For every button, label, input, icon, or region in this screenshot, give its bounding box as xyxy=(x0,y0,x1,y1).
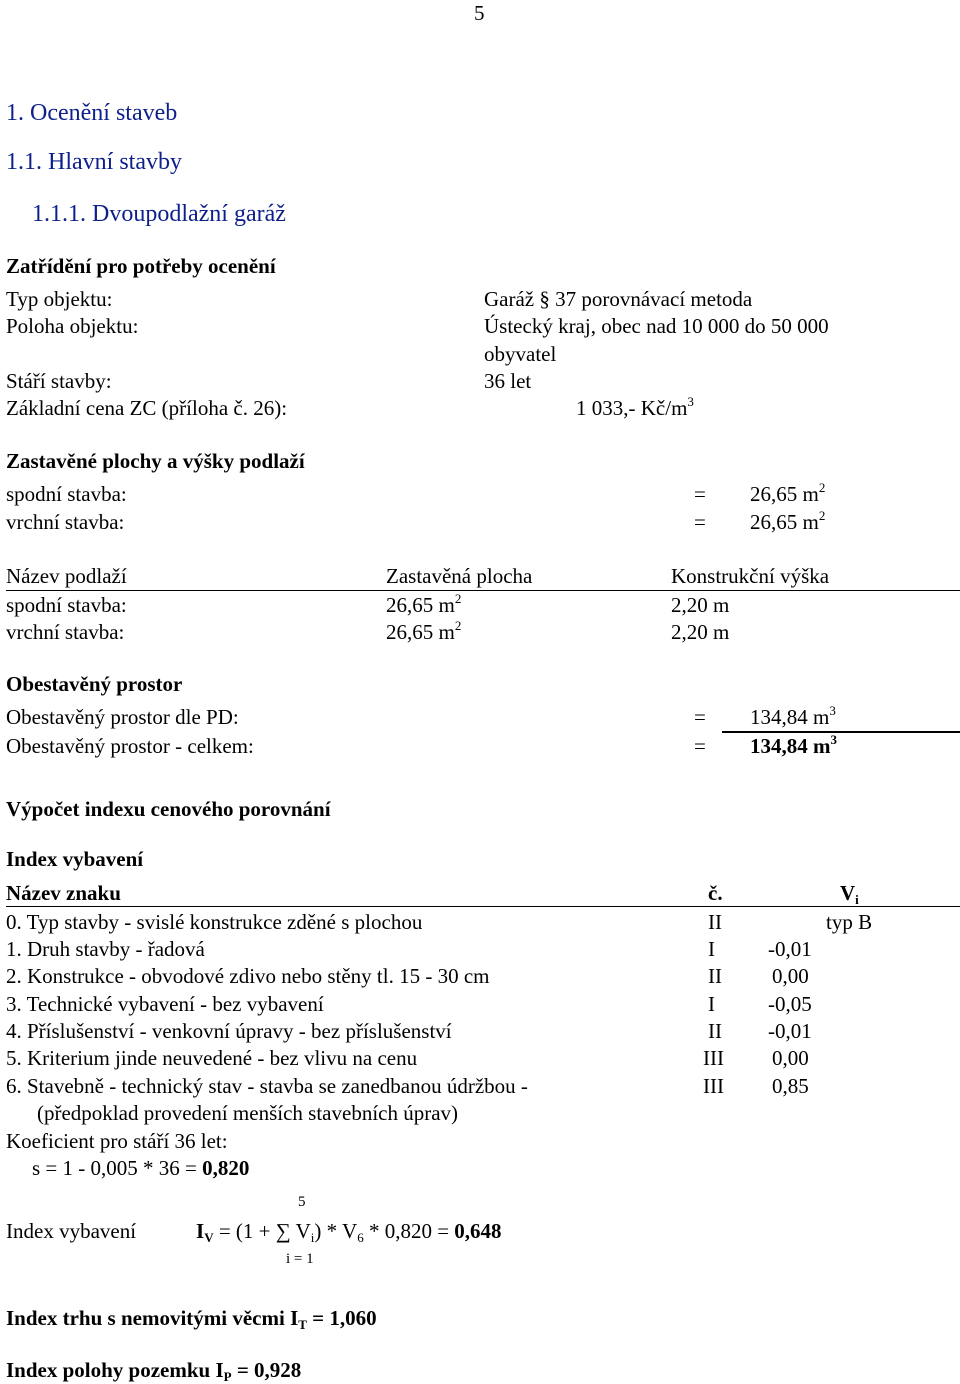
base-price-value: 1 033,- $Kč/m^3$ xyxy=(576,394,694,420)
floor-table-header-area: Zastavěná plocha xyxy=(386,564,533,588)
table-divider xyxy=(6,590,960,591)
equipment-index-formula: $I_V = (1$ + ∑ $V_i) * V_6 * 0,820 = 0,648$ xyxy=(196,1219,502,1245)
criterion-no: I xyxy=(708,937,715,961)
floor-area-eq: = xyxy=(694,482,706,506)
criterion-v: 0,85 xyxy=(772,1074,809,1098)
object-type-label: Typ objektu: xyxy=(6,287,113,311)
object-location-value: Ústecký kraj, obec nad 10 000 do 50 000 xyxy=(484,314,829,338)
floor-areas-title: Zastavěné plochy a výšky podlaží xyxy=(6,449,305,473)
building-age-label: Stáří stavby: xyxy=(6,369,112,393)
page-number: 5 xyxy=(474,1,485,25)
criterion-v: 0,00 xyxy=(772,964,809,988)
object-location-label: Poloha objektu: xyxy=(6,314,139,338)
comparison-title: Výpočet indexu cenového porovnání xyxy=(6,797,331,821)
criterion-name: 2. Konstrukce - obvodové zdivo nebo stěny tl. 15 - 30 cm xyxy=(6,964,490,988)
criterion-v: -0,01 xyxy=(768,937,812,961)
floor-area-label: spodní stavba: xyxy=(6,482,127,506)
classification-title: Zatřídění pro potřeby ocenění xyxy=(6,254,276,278)
criterion-no: III xyxy=(703,1046,724,1070)
sum-symbol-icon: ∑ xyxy=(275,1219,291,1243)
heading-3: 1.1.1. Dvoupodlažní garáž xyxy=(32,201,286,227)
criterion-name-cont: (předpoklad provedení menších stavebních úprav) xyxy=(37,1101,459,1125)
floor-table-header-height: Konstrukční výška xyxy=(671,564,830,588)
floor-area-eq: = xyxy=(694,510,706,534)
criterion-name: 4. Příslušenství - venkovní úpravy - bez příslušenství xyxy=(6,1019,452,1043)
volume-title: Obestavěný prostor xyxy=(6,672,183,696)
criterion-no: III xyxy=(703,1074,724,1098)
criterion-name: 3. Technické vybavení - bez vybavení xyxy=(6,992,324,1016)
base-price-label: Základní cena ZC (příloha č. 26): xyxy=(6,396,288,420)
floor-area-value: 26,65 $m^2$ xyxy=(750,508,826,534)
volume-total-value: 134,84 $m^3$ xyxy=(750,732,837,758)
sum-lower-limit: i = 1 xyxy=(286,1251,314,1267)
volume-total-label: Obestavěný prostor - celkem: xyxy=(6,734,254,758)
criterion-name: 5. Kriterium jinde neuvedené - bez vlivu na cenu xyxy=(6,1046,418,1070)
sum-divider xyxy=(722,731,960,733)
col-header-name: Název znaku xyxy=(6,881,121,905)
floor-table-header-name: Název podlaží xyxy=(6,564,127,588)
equipment-index-title: Index vybavení xyxy=(6,847,144,871)
heading-1: 1. Ocenění staveb xyxy=(6,100,178,126)
floor-area-value: 26,65 $m^2$ xyxy=(750,480,826,506)
criterion-name: 1. Druh stavby - řadová xyxy=(6,937,205,961)
heading-2: 1.1. Hlavní stavby xyxy=(6,149,182,175)
volume-pd-value: 134,84 $m^3$ xyxy=(750,703,836,729)
criterion-no: II xyxy=(708,910,722,934)
table-divider xyxy=(6,906,960,907)
criterion-v: -0,05 xyxy=(768,992,812,1016)
floor-table-area: 26,65 $m^2$ xyxy=(386,591,462,617)
criterion-v: typ B xyxy=(826,910,873,934)
criterion-no: I xyxy=(708,992,715,1016)
criterion-v: 0,00 xyxy=(772,1046,809,1070)
age-coefficient-formula: s = 1 - 0,005 * 36 = 0,820 xyxy=(32,1156,250,1180)
sum-upper-limit: 5 xyxy=(298,1194,306,1210)
criterion-v: -0,01 xyxy=(768,1019,812,1043)
floor-area-label: vrchní stavba: xyxy=(6,510,125,534)
criterion-no: II xyxy=(708,1019,722,1043)
floor-table-name: vrchní stavba: xyxy=(6,620,125,644)
object-type-value: Garáž § 37 porovnávací metoda xyxy=(484,287,753,311)
floor-table-area: 26,65 $m^2$ xyxy=(386,618,462,644)
floor-table-height: 2,20 m xyxy=(671,620,730,644)
criterion-name: 0. Typ stavby - svislé konstrukce zděné s plochou xyxy=(6,910,423,934)
building-age-value: 36 let xyxy=(484,369,532,393)
volume-pd-label: Obestavěný prostor dle PD: xyxy=(6,705,239,729)
criterion-name: 6. Stavebně - technický stav - stavba se zanedbanou údržbou - xyxy=(6,1074,528,1098)
floor-table-name: spodní stavba: xyxy=(6,593,127,617)
location-index: Index polohy pozemku $I_P = 0,928$ xyxy=(6,1358,302,1384)
volume-pd-eq: = xyxy=(694,705,706,729)
col-header-v: $V_i$ xyxy=(840,881,859,907)
object-location-value-cont: obyvatel xyxy=(484,342,557,366)
col-header-no: č. xyxy=(708,881,723,905)
formula-label: Index vybavení xyxy=(6,1219,137,1243)
criterion-no: II xyxy=(708,964,722,988)
market-index: Index trhu s nemovitými věcmi $I_T = 1,060$ xyxy=(6,1306,377,1332)
floor-table-height: 2,20 m xyxy=(671,593,730,617)
age-coefficient-label: Koeficient pro stáří 36 let: xyxy=(6,1129,228,1153)
volume-total-eq: = xyxy=(694,734,706,758)
